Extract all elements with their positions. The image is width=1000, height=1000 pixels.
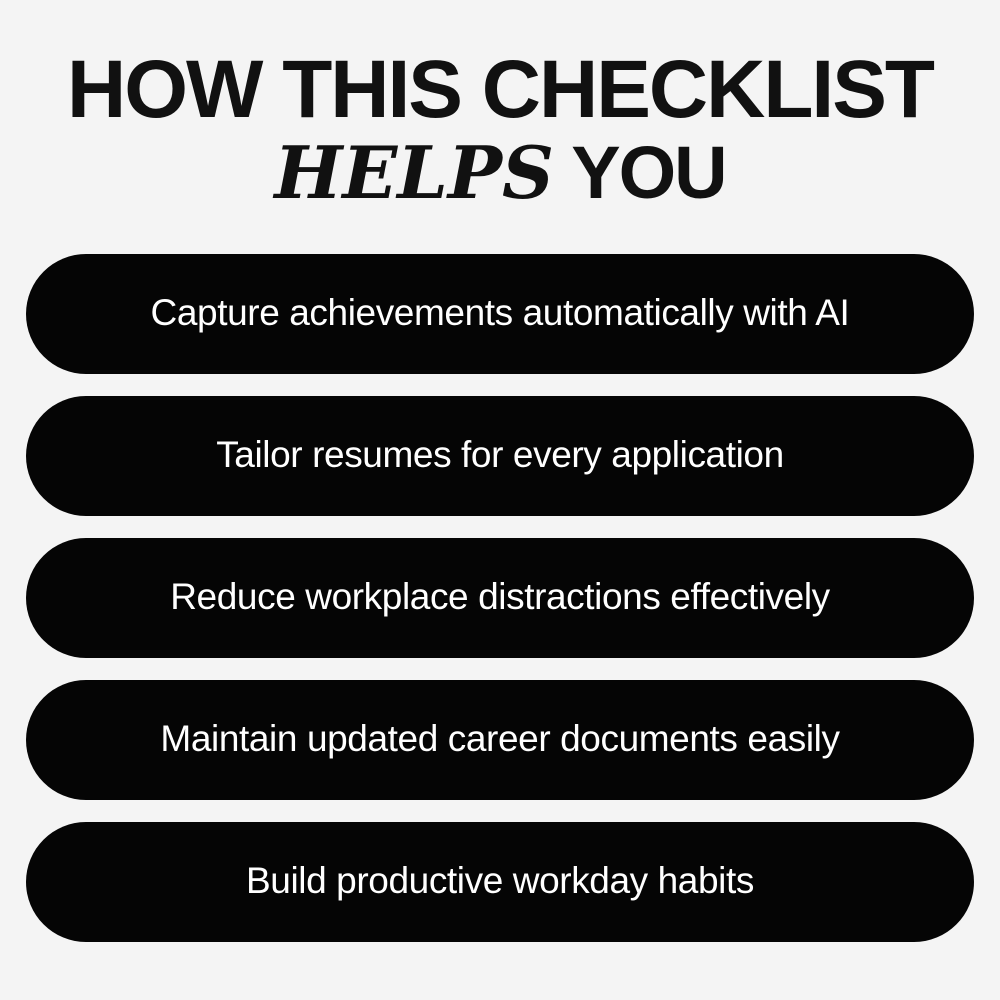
list-item [26,396,974,516]
list-item-label: Tailor resumes for every application [216,434,784,476]
page-title-line-1: HOW THIS CHECKLIST [67,44,933,135]
list-item-label: Reduce workplace distractions effectively [170,576,830,618]
page-title [26,44,974,216]
benefits-list [26,254,974,942]
page-title-line-2-rest: YOU [571,131,726,215]
page-title-line-2 [26,130,974,216]
list-item [26,680,974,800]
list-item [26,254,974,374]
list-item-label: Capture achievements automatically with AI [150,292,850,334]
page-title-emphasis: HELPS [274,130,555,216]
list-item-label: Build productive workday habits [246,860,754,902]
list-item-label: Maintain updated career documents easily [160,718,840,760]
list-item [26,822,974,942]
list-item [26,538,974,658]
